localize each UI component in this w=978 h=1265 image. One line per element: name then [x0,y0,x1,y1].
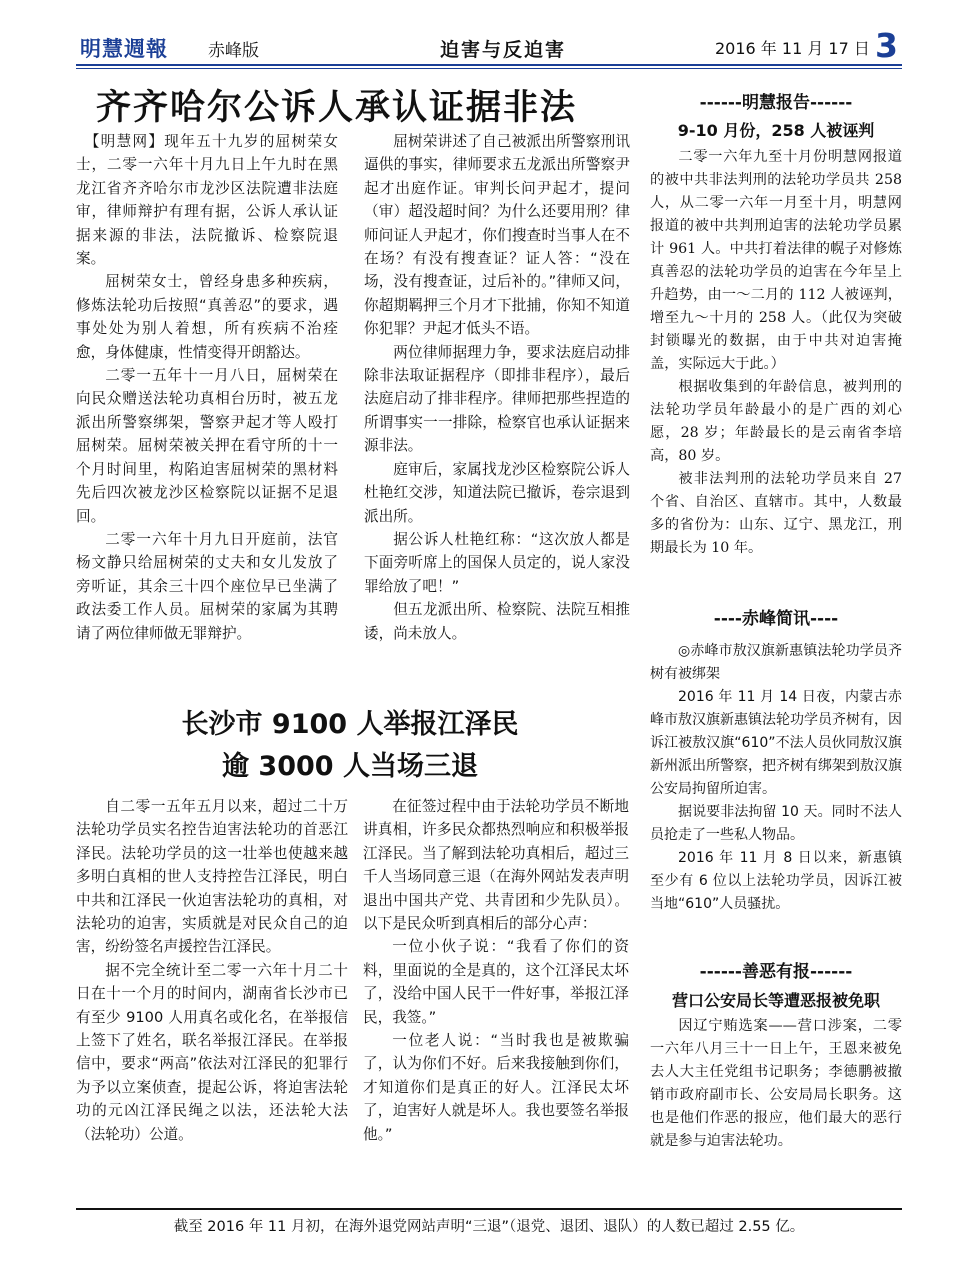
header-rule-thin [76,68,902,69]
sidebar-report-text [650,146,902,560]
newspaper-brand: 明慧週報 [80,37,168,61]
page-number: 3 [875,26,898,65]
article2-paragraph: 一位老人说：“当时我也是被欺骗了，认为你们不好。后来我接触到你们，才知道你们是真正的好人。江泽民太坏了，迫害好人就是坏人。我也要签名举报他。” [363,1032,629,1143]
article2-paragraph: 在征签过程中由于法轮功学员不断地讲真相，许多民众都热烈响应和积极举报江泽民。当了解到法轮功真相后，超过三千人当场同意三退（在海外网站发表声明退出中国共产党、共青团和少先队员）。以下是民众听到真相后的部分心声： [363,798,629,933]
article2-headline-line2: 逾 3000 人当场三退 [222,751,478,782]
article1-paragraph: 二零一六年十月九日开庭前，法官杨文静只给屈树荣的丈夫和女儿发放了旁听证，其余三十四个座位早已坐满了政法委工作人员。屈树荣的家属为其聘请了两位律师做无罪辩护。 [76,530,338,642]
article1-paragraph: 二零一五年十一月八日，屈树荣在向民众赠送法轮功真相台历时，被五龙派出所警察绑架，警察尹起才等人殴打屈树荣。屈树荣被关押在看守所的十一个月时间里，构陷迫害屈树荣的黑材料先后四次被龙沙区检察院以证据不足退回。 [76,367,338,525]
sidebar-section-chifeng-news: ----赤峰简讯---- [713,609,839,629]
article2-column-1 [76,795,348,1146]
sidebar-paragraph: 2016 年 11 月 8 日以来，新惠镇至少有 6 位以上法轮功学员，因诉江被当地“610”人员骚扰。 [650,850,902,912]
section-label: 迫害与反迫害 [440,39,567,61]
sidebar-karma-subtitle: 营口公安局长等遭恶报被免职 [671,991,880,1010]
sidebar-paragraph: 被非法判刑的法轮功学员来自 27 个省、自治区、直辖市。其中，人数最多的省份为：山东、辽宁、黑龙江，刑期最长为 10 年。 [650,471,902,556]
sidebar-paragraph: 据说要非法拘留 10 天。同时不法人员抢走了一些私人物品。 [650,804,902,843]
sidebar-paragraph: 根据收集到的年龄信息，被判刑的法轮功学员年龄最小的是广西的刘心愿，28 岁；年龄最长的是云南省李培高，80 岁。 [650,379,902,464]
article1-paragraph: 屈树荣女士，曾经身患多种疾病，修炼法轮功后按照“真善忍”的要求，遇事处处为别人着想，所有疾病不治痊愈，身体健康，性情变得开朗豁达。 [76,273,338,361]
sidebar-news-text [650,640,902,916]
article1-column-2 [364,130,630,645]
sidebar-paragraph: ◎赤峰市敖汉旗新惠镇法轮功学员齐树有被绑架 [650,643,902,682]
article1-paragraph: 屈树荣讲述了自己被派出所警察刑讯逼供的事实，律师要求五龙派出所警察尹起才出庭作证。审判长问尹起才，提问（审）超没超时间？为什么还要用刑？律师问证人尹起才，你们搜查时当事人在不在场？有没有搜查证？证人答：“没在场，没有搜查证，过后补的。”律师又问，你超期羁押三个月才下批捕，你知不知道你犯罪？尹起才低头不语。 [364,133,630,338]
article1-column-1 [76,130,338,645]
sidebar-karma-text [650,1015,902,1153]
sidebar-section-subtitle: 9-10 月份，258 人被诬判 [677,121,875,140]
article2-column-2 [363,795,629,1146]
sidebar-paragraph: 2016 年 11 月 14 日夜，内蒙古赤峰市敖汉旗新惠镇法轮功学员齐树有，因诉江被敖汉旗“610”不法人员伙同敖汉旗新州派出所警察，把齐树有绑架到敖汉旗公安局拘留所迫害。 [650,689,902,797]
footer-banner: 截至 2016 年 11 月初，在海外退党网站声明“三退”（退党、退团、退队）的人数已超过 2.55 亿。 [173,1219,805,1235]
footer-rule [76,1208,902,1210]
issue-date: 2016 年 11 月 17 日 [715,39,870,58]
header-rule [76,64,902,66]
article1-paragraph: 两位律师据理力争，要求法庭启动排除非法取证据程序（即排非程序），最后法庭启动了排非程序。律师把那些捏造的所谓事实一一排除，检察官也承认证据来源非法。 [364,343,630,455]
article1-paragraph: 据公诉人杜艳红称：“这次放人都是下面旁听席上的国保人员定的，说人家没罪给放了吧！” [364,530,630,595]
article1-paragraph: 庭审后，家属找龙沙区检察院公诉人杜艳红交涉，知道法院已撤诉，卷宗退到派出所。 [364,460,630,525]
article1-headline: 齐齐哈尔公诉人承认证据非法 [96,88,578,128]
article2-paragraph: 一位小伙子说：“我看了你们的资料，里面说的全是真的，这个江泽民太坏了，没给中国人民干一件好事，举报江泽民，我签。” [363,938,629,1026]
article1-paragraph: 【明慧网】现年五十九岁的屈树荣女士，二零一六年十月九日上午九时在黑龙江省齐齐哈尔市龙沙区法院遭非法庭审，律师辩护有理有据，公诉人承认证据来源的非法，法院撤诉、检察院退案。 [76,133,338,268]
article2-paragraph: 据不完全统计至二零一六年十月二十日在十一个月的时间内，湖南省长沙市已有至少 9100 人用真名或化名，在举报信上签下了姓名，联名举报江泽民。在举报信中，要求“两高”依法对江泽民的犯罪行为予以立案侦查，提起公诉，将迫害法轮功的元凶江泽民绳之以法，还法轮大法（法轮功）公道。 [76,961,348,1143]
sidebar-section-minghui-report: ------明慧报告------ [699,93,853,113]
sidebar-paragraph: 因辽宁贿选案——营口涉案，二零一六年八月三十一日上午，王恩来被免去人大主任党组书记职务；李德鹏被撤销市政府副市长、公安局局长职务。这也是他们作恶的报应，他们最大的恶行就是参与迫害法轮功。 [650,1018,902,1149]
sidebar-paragraph: 二零一六年九至十月份明慧网报道的被中共非法判刑的法轮功学员共 258 人，从二零一六年一月至十月，明慧网报道的被中共判刑迫害的法轮功学员累计 961 人。中共打着法律的幌子对修炼真善忍的法轮功学员的迫害在今年呈上升趋势，由一～二月的 112 人被诬判，增至九～十月的 258 人。（此仅为突破封锁曝光的数据，由于中共对迫害掩盖，实际远大于此。） [650,149,902,372]
article2-headline-line1: 长沙市 9100 人举报江泽民 [181,709,519,740]
edition-label: 赤峰版 [208,41,259,61]
article2-paragraph: 自二零一五年五月以来，超过二十万法轮功学员实名控告迫害法轮功的首恶江泽民。法轮功学员的这一壮举也使越来越多明白真相的世人支持控告江泽民，明白中共和江泽民一伙迫害法轮功的真相，对法轮功的迫害，实质就是对民众自己的迫害，纷纷签名声援控告江泽民。 [76,798,348,956]
article1-paragraph: 但五龙派出所、检察院、法院互相推诿，尚未放人。 [364,601,630,642]
sidebar-section-karma: ------善恶有报------ [699,962,853,982]
